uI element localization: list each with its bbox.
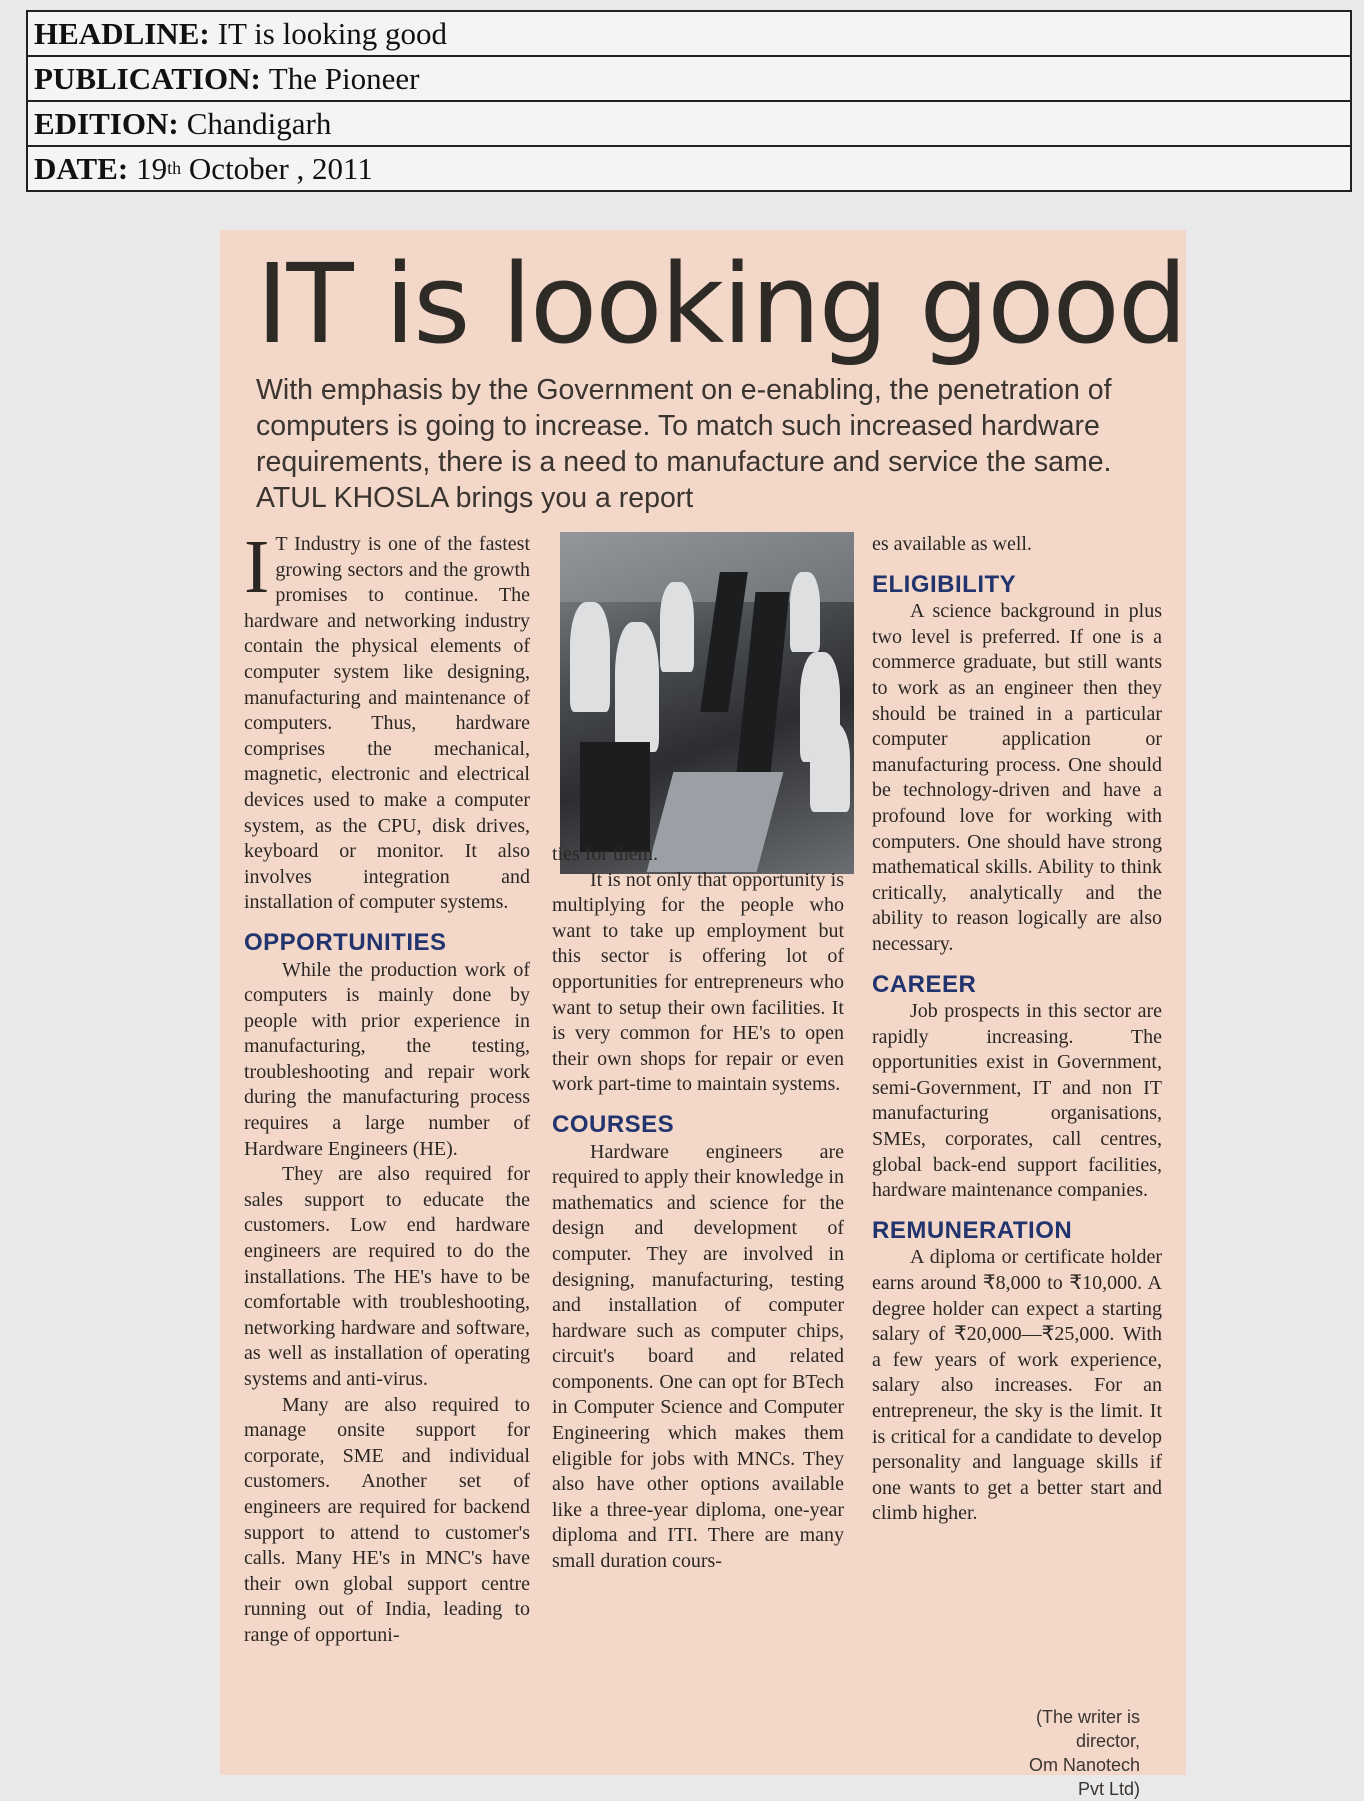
article-headline: IT is looking good — [256, 240, 1186, 368]
column-2-continuation: ties for them. — [552, 843, 659, 865]
courses-paragraph: Hardware engineers are required to apply their knowledge in mathematics and science for the design and development of computer. They are involved in designing, manufacturing, testing and installation of computer hardware such as computer chips, circuit's board and related components. One can opt for BTech in Computer Science and Computer Engineering which makes them eligible for jobs with MNCs. They also have other options available like a three-year diploma, one-year diploma and ITI. There are many small duration cours- — [552, 1140, 844, 1573]
column-3 — [872, 532, 1162, 1527]
intro-paragraph — [244, 525, 530, 916]
date-day: 19 — [136, 150, 168, 186]
publication-row — [28, 57, 1350, 102]
opportunities-paragraph-3: Many are also required to manage onsite support for corporate, SME and individual customers. Another set of engineers are required for backend support to attend to customer's calls. Many HE's in MNC's have their own global support centre running out of India, leading to range of opportuni- — [244, 1393, 530, 1646]
drop-cap: I — [244, 525, 270, 609]
byline-line-1: (The writer is director, — [1035, 1707, 1140, 1751]
publication-value: The Pioneer — [268, 60, 420, 96]
publication-label: PUBLICATION: — [34, 60, 261, 96]
column-2-paragraph: It is not only that opportunity is multiplying for the people who want to take up employment but this sector is offering lot of opportunities for entrepreneurs who want to setup their own facilities. It is very common for HE's to open their own shops for repair or even work part-time to maintain systems. — [552, 868, 844, 1096]
column-3-continuation: es available as well. — [872, 533, 1032, 555]
date-row — [28, 147, 1350, 190]
heading-remuneration: REMUNERATION — [872, 1216, 1073, 1244]
heading-eligibility: ELIGIBILITY — [872, 570, 1017, 598]
date-rest: October , 2011 — [188, 150, 373, 186]
headline-row — [28, 12, 1350, 57]
intro-text: T Industry is one of the fastest growing sectors and the growth promises to continue. The hardware and networking industry contain the physical elements of computer system like designing, manufacturing and maintenance of computers. Thus, hardware comprises the mechanical, magnetic, electronic and electrical devices used to make a computer system, as the CPU, disk drives, keyboard or monitor. It also involves integration and installation of computer systems. — [244, 533, 530, 914]
factory-workers-photo — [560, 532, 854, 874]
edition-value: Chandigarh — [186, 105, 332, 141]
newspaper-clipping — [220, 230, 1186, 1799]
date-suffix: th — [167, 158, 182, 178]
byline-line-2: Om Nanotech Pvt Ltd) — [1028, 1755, 1140, 1799]
heading-opportunities: OPPORTUNITIES — [244, 928, 447, 956]
opportunities-paragraph-1: While the production work of computers is mainly done by people with prior experience in manufacturing, the testing, troubleshooting and repair work during the manufacturing process requires a large number of Hardware Engineers (HE). — [244, 958, 530, 1160]
eligibility-paragraph: A science background in plus two level is preferred. If one is a commerce graduate, but still wants to work as an engineer then they should be trained in a particular computer application or manufacturing process. One should be technology-driven and have a profound love for working with computers. One should have strong mathematical skills. Ability to think critically, analytically and the ability to reason logically are also necessary. — [872, 600, 1162, 955]
edition-row — [28, 102, 1350, 147]
edition-label: EDITION: — [34, 105, 179, 141]
column-1 — [244, 525, 530, 1649]
column-2 — [552, 842, 844, 1575]
heading-career: CAREER — [872, 970, 977, 998]
writer-byline — [1000, 1705, 1140, 1801]
headline-value: IT is looking good — [217, 15, 448, 51]
career-paragraph: Job prospects in this sector are rapidly increasing. The opportunities exist in Government, semi-Government, IT and non IT manufacturing organisations, SMEs, corporates, call centres, global back-end support facilities, hardware maintenance companies. — [872, 1000, 1162, 1202]
heading-courses: COURSES — [552, 1110, 675, 1138]
remuneration-paragraph: A diploma or certificate holder earns around ₹8,000 to ₹10,000. A degree holder can expect a starting salary of ₹20,000—₹25,000. With a few years of work experience, salary also increases. For an entrepreneur, the sky is the limit. It is critical for a candidate to develop personality and language skills if one wants to get a better start and climb higher. — [872, 1246, 1162, 1525]
headline-label: HEADLINE: — [34, 15, 210, 51]
article-deck: With emphasis by the Government on e-enabling, the penetration of computers is going to increase. To match such increased hardware requirements, there is a need to manufacture and service the same. ATUL KHOSLA brings you a report — [256, 374, 1112, 514]
clipping-metadata-table — [26, 10, 1352, 192]
opportunities-paragraph-2: They are also required for sales support to educate the customers. Low end hardware engineers are required to do the installations. The HE's have to be comfortable with troubleshooting, networking hardware and software, as well as installation of operating systems and anti-virus. — [244, 1163, 530, 1390]
date-label: DATE: — [34, 150, 129, 186]
